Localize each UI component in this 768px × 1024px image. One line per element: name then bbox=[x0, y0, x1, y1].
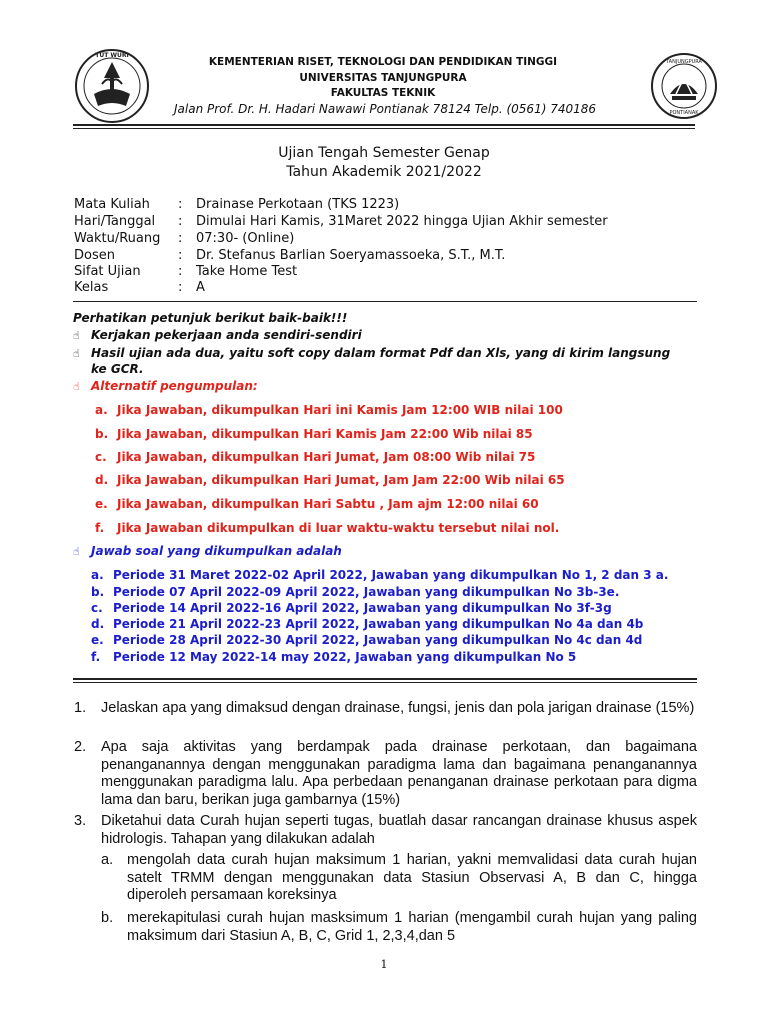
info-value: A bbox=[196, 280, 205, 295]
alternative-item: a. Jika Jawaban, dikumpulkan Hari ini Kamis Jam 12:00 WIB nilai 100 bbox=[95, 403, 563, 417]
info-value: 07:30- (Online) bbox=[196, 231, 295, 246]
info-key: Kelas bbox=[74, 280, 109, 295]
info-colon: : bbox=[178, 248, 183, 263]
header-divider bbox=[73, 124, 695, 126]
svg-text:PONTIANAK: PONTIANAK bbox=[669, 110, 699, 116]
info-key: Sifat Ujian bbox=[74, 264, 141, 279]
info-key: Hari/Tanggal bbox=[74, 214, 156, 229]
question-3b: merekapitulasi curah hujan masksimum 1 harian (mengambil curah hujan yang paling maksimum dari Stasiun A, B, C, Grid 1, 2,3,4,dan 5 bbox=[127, 910, 697, 944]
question-number: 1. bbox=[74, 700, 87, 716]
exam-title: Ujian Tengah Semester Genap bbox=[278, 145, 490, 161]
instruction-bullet-2-cont: ke GCR. bbox=[91, 362, 144, 376]
question-number: 2. bbox=[74, 739, 87, 755]
page-number: 1 bbox=[380, 958, 388, 971]
pointing-hand-icon: ☝ bbox=[73, 545, 80, 558]
info-colon: : bbox=[178, 197, 183, 212]
info-value: Take Home Test bbox=[196, 264, 298, 279]
address: Jalan Prof. Dr. H. Hadari Nawawi Pontianak 78124 Telp. (0561) 740186 bbox=[173, 102, 597, 116]
period-item: e. Periode 28 April 2022-30 April 2022, Jawaban yang dikumpulkan No 4c dan 4d bbox=[91, 633, 643, 647]
info-value: Dr. Stefanus Barlian Soeryamassoeka, S.T., M.T. bbox=[196, 248, 506, 263]
university-name: UNIVERSITAS TANJUNGPURA bbox=[299, 72, 467, 84]
info-key: Dosen bbox=[74, 248, 115, 263]
period-item: d. Periode 21 April 2022-23 April 2022, Jawaban yang dikumpulkan No 4a dan 4b bbox=[91, 617, 644, 631]
alternative-item: f. Jika Jawaban dikumpulkan di luar waktu-waktu tersebut nilai nol. bbox=[95, 521, 560, 535]
pointing-hand-icon: ☝ bbox=[73, 329, 80, 342]
sub-question-letter: b. bbox=[101, 910, 114, 926]
academic-year: Tahun Akademik 2021/2022 bbox=[286, 164, 482, 180]
info-value: Dimulai Hari Kamis, 31Maret 2022 hingga Ujian Akhir semester bbox=[196, 214, 608, 229]
svg-text:TANJUNGPURA: TANJUNGPURA bbox=[666, 59, 702, 65]
alternative-item: d. Jika Jawaban, dikumpulkan Hari Jumat, Jam Jam 22:00 Wib nilai 65 bbox=[95, 473, 565, 487]
alternatives-heading: Alternatif pengumpulan: bbox=[91, 379, 258, 393]
sub-question-letter: a. bbox=[101, 852, 114, 868]
question-1: Jelaskan apa yang dimaksud dengan drainase, fungsi, jenis dan pola jarigan drainase (15%) bbox=[101, 700, 695, 716]
info-colon: : bbox=[178, 214, 183, 229]
universitas-tanjungpura-logo bbox=[650, 52, 718, 120]
instruction-bullet-1: Kerjakan pekerjaan anda sendiri-sendiri bbox=[91, 328, 362, 342]
instruction-bullet-2: Hasil ujian ada dua, yaitu soft copy dalam format Pdf dan Xls, yang di kirim langsung bbox=[91, 346, 671, 360]
instructions-heading: Perhatikan petunjuk berikut baik-baik!!! bbox=[73, 311, 348, 325]
periods-heading: Jawab soal yang dikumpulkan adalah bbox=[91, 544, 342, 558]
alternative-item: c. Jika Jawaban, dikumpulkan Hari Jumat, Jam 08:00 Wib nilai 75 bbox=[95, 450, 536, 464]
header-divider-thin bbox=[73, 128, 695, 129]
period-item: a. Periode 31 Maret 2022-02 April 2022, Jawaban yang dikumpulkan No 1, 2 dan 3 a. bbox=[91, 568, 669, 582]
tut-wuri-handayani-logo bbox=[74, 48, 150, 124]
question-2: Apa saja aktivitas yang berdampak pada drainase perkotaan, dan bagaimana penanganannya dengan menggunakan paradigma lama dan bagaimana penanganannya menggunakan paradigma lalu. Apa perbedaan penanganan drainase perkotaan para digma lama dan baru, berikan juga gambarnya (15%) bbox=[101, 739, 697, 808]
info-key: Mata Kuliah bbox=[74, 197, 150, 212]
svg-text:TUT WURI: TUT WURI bbox=[95, 52, 129, 59]
faculty-name: FAKULTAS TEKNIK bbox=[330, 87, 436, 99]
pointing-hand-icon: ☝ bbox=[73, 380, 80, 393]
period-item: f. Periode 12 May 2022-14 may 2022, Jawaban yang dikumpulkan No 5 bbox=[91, 650, 577, 664]
period-item: b. Periode 07 April 2022-09 April 2022, Jawaban yang dikumpulkan No 3b-3e. bbox=[91, 585, 620, 599]
section-divider-thin bbox=[73, 682, 697, 683]
question-3a: mengolah data curah hujan maksimum 1 harian, yakni memvalidasi data curah hujan satelt TRMM dengan menggunakan data Stasiun Observasi A, B dan C, hingga diperoleh persamaan koreksinya bbox=[127, 852, 697, 903]
ministry-name: KEMENTERIAN RISET, TEKNOLOGI DAN PENDIDIKAN TINGGI bbox=[208, 56, 558, 68]
pointing-hand-icon: ☝ bbox=[73, 347, 80, 360]
info-colon: : bbox=[178, 264, 183, 279]
alternative-item: e. Jika Jawaban, dikumpulkan Hari Sabtu , Jam ajm 12:00 nilai 60 bbox=[95, 497, 539, 511]
info-colon: : bbox=[178, 231, 183, 246]
info-colon: : bbox=[178, 280, 183, 295]
period-item: c. Periode 14 April 2022-16 April 2022, Jawaban yang dikumpulkan No 3f-3g bbox=[91, 601, 612, 615]
question-3: Diketahui data Curah hujan seperti tugas, buatlah dasar rancangan drainase khusus aspek hidrologis. Tahapan yang dilakukan adalah bbox=[101, 813, 697, 847]
info-key: Waktu/Ruang bbox=[74, 231, 161, 246]
alternative-item: b. Jika Jawaban, dikumpulkan Hari Kamis Jam 22:00 Wib nilai 85 bbox=[95, 427, 533, 441]
section-divider bbox=[73, 678, 697, 680]
info-divider bbox=[73, 301, 697, 302]
question-number: 3. bbox=[74, 813, 87, 829]
info-value: Drainase Perkotaan (TKS 1223) bbox=[196, 197, 400, 212]
